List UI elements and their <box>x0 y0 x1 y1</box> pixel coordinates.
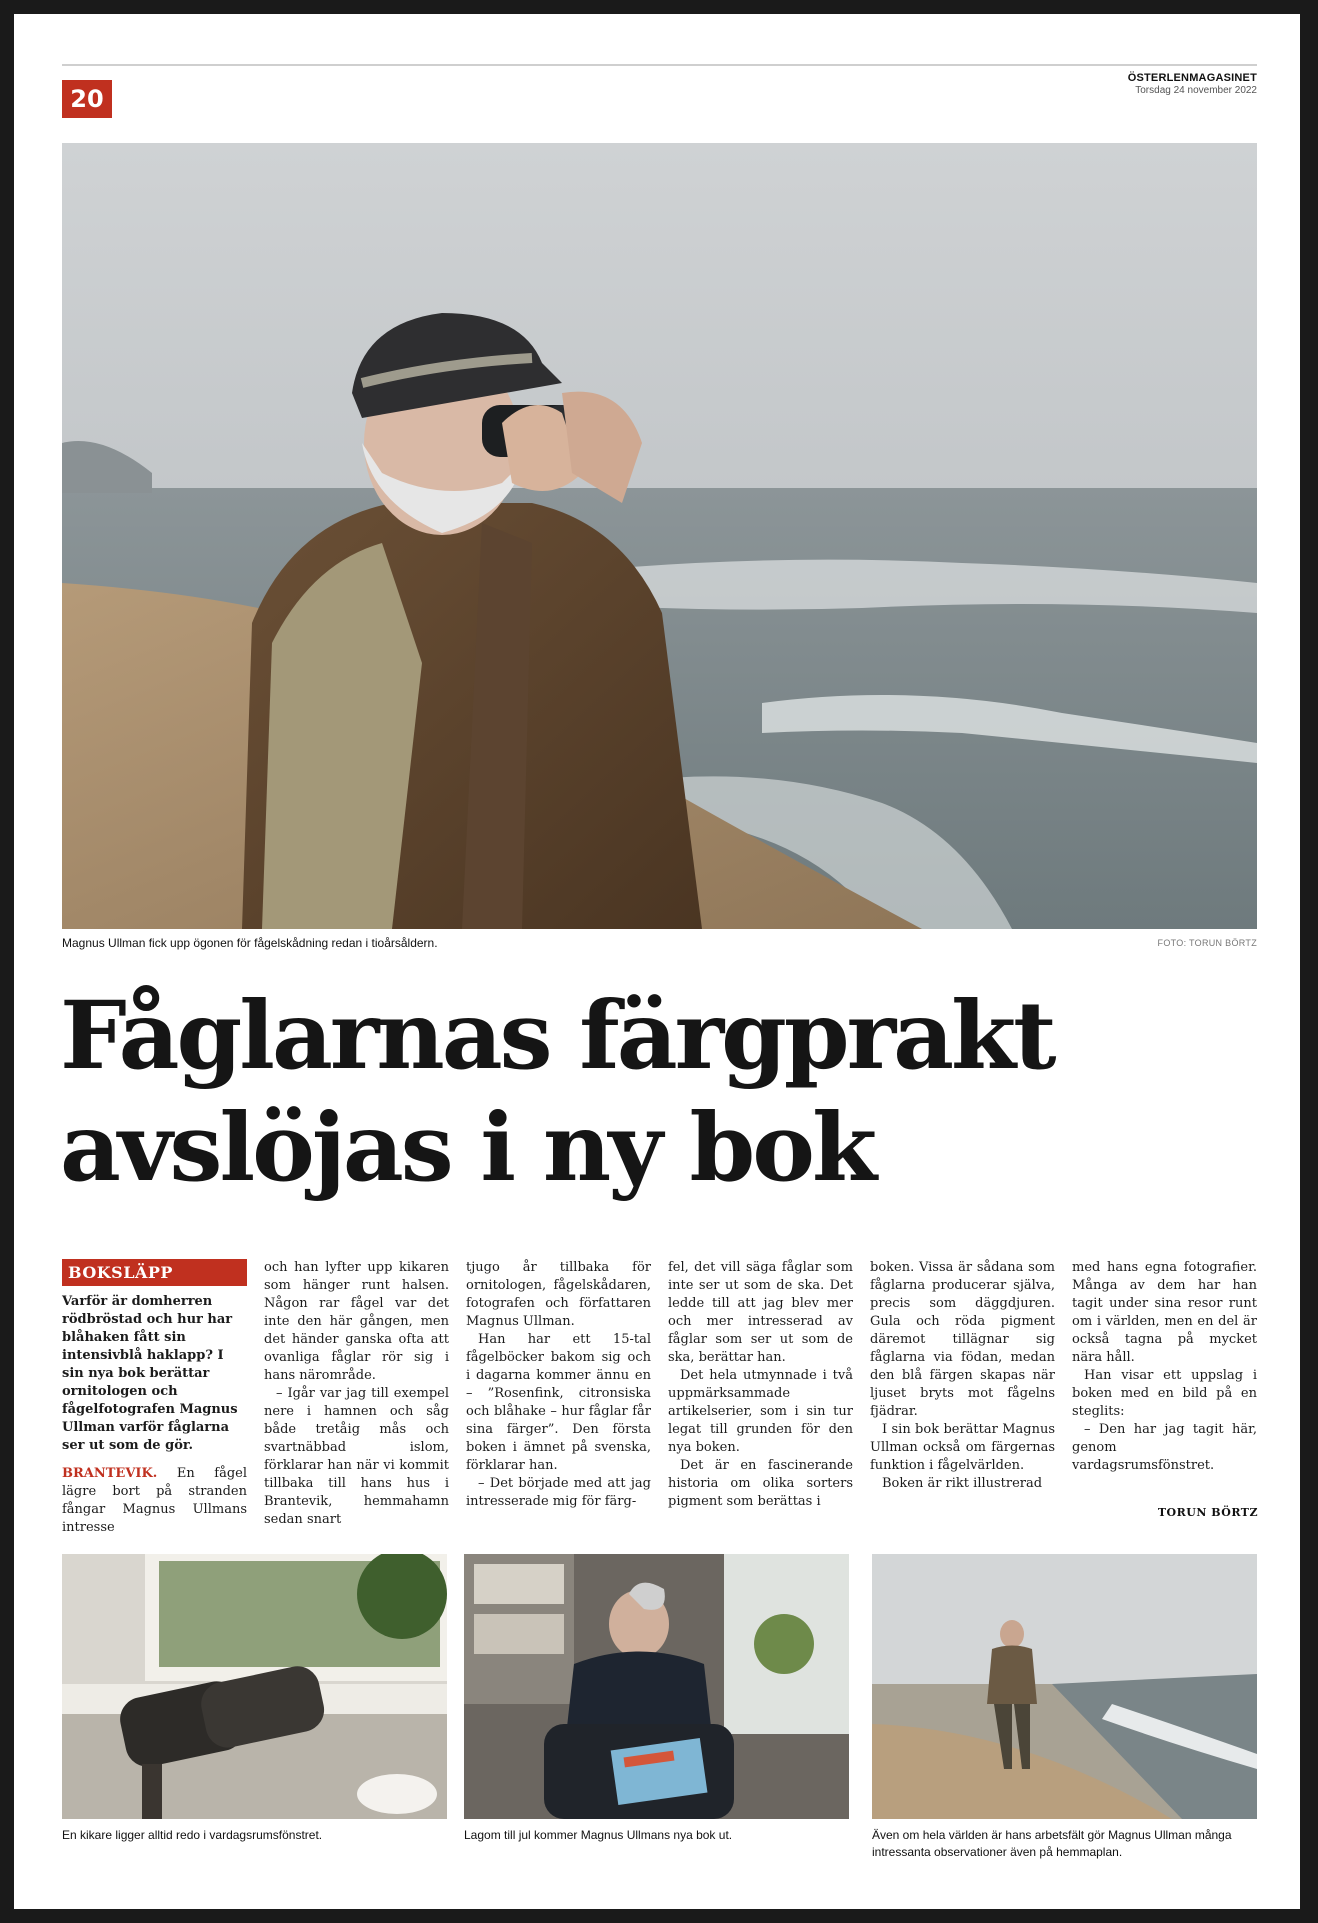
article-ingress: Varför är domherren rödbröstad och hur har blåhaken fått sin intensivblå haklapp? I sin nya bok berättar ornitologen och fågelfotografen Magnus Ullman varför fåglarna ser ut som de gör. <box>62 1294 238 1453</box>
birdwatcher-photo <box>62 143 1257 929</box>
photo-caption-3: Även om hela världen är hans arbetsfält gör Magnus Ullman många intressanta observationer även på hemmaplan. <box>872 1828 1232 1859</box>
section-tag: BOKSLÄPP <box>62 1259 247 1286</box>
photo-credit: FOTO: TORUN BÖRTZ <box>1157 938 1257 948</box>
hero-photo <box>62 143 1257 929</box>
column-paragraph: Han visar ett uppslag i boken med en bild på en steglits: <box>1072 1368 1257 1419</box>
column-paragraph: Det är en fascinerande historia om olika sorters pigment som berättas i <box>668 1458 853 1509</box>
lead-text: En fågel lägre bort på stranden fångar Magnus Ullmans intresse <box>62 1466 247 1535</box>
photo-caption-2: Lagom till jul kommer Magnus Ullmans nya bok ut. <box>464 1828 733 1842</box>
photo-beach-walk <box>872 1554 1257 1819</box>
column-paragraph: med hans egna fotografier. Många av dem har han tagit under sina resor runt om i världen, men en del är också tagna på mycket nära håll. <box>1072 1260 1257 1365</box>
article-column-3 <box>466 1259 651 1511</box>
article-column-6 <box>1072 1259 1257 1475</box>
binoculars-image <box>62 1554 447 1819</box>
beach-walk-image <box>872 1554 1257 1819</box>
page-header <box>62 64 1257 114</box>
column-paragraph: – Det började med att jag intresserade mig för färg- <box>466 1476 651 1509</box>
column-paragraph: Boken är rikt illustrerad <box>882 1476 1043 1491</box>
page-number: 20 <box>62 80 112 118</box>
hero-caption: Magnus Ullman fick upp ögonen för fågelskådning redan i tioårsåldern. <box>62 936 438 950</box>
column-paragraph: – Den har jag tagit här, genom vardagsrumsfönstret. <box>1072 1422 1257 1473</box>
column-paragraph: – Igår var jag till exempel nere i hamnen och såg både tretåig mås och svartnäbbad islom, förklarar han när vi kommit tillbaka till hans hus i Brantevik, hemmahamn sedan snart <box>264 1386 449 1527</box>
column-paragraph: tjugo år tillbaka för ornitologen, fågelskådaren, fotografen och författaren Magnus Ullman. <box>466 1260 651 1329</box>
article-column-4 <box>668 1259 853 1511</box>
publication-masthead <box>1128 72 1257 96</box>
article-column-2 <box>264 1259 449 1529</box>
column-paragraph: fel, det vill säga fåglar som inte ser ut som de ska. Det ledde till att jag blev mer och mer intresserad av fåglar som ser ut som de ska, berättar han. <box>668 1260 853 1365</box>
headline-line-2: avslöjas i ny bok <box>60 1093 875 1203</box>
publication-date: Torsdag 24 november 2022 <box>1135 85 1257 96</box>
armchair-image <box>464 1554 849 1819</box>
column-paragraph: Det hela utmynnade i två uppmärksammade artikelserier, som i sin tur legat till grunden för den nya boken. <box>668 1368 853 1455</box>
article-lead-paragraph <box>62 1465 247 1537</box>
publication-name: ÖSTERLENMAGASINET <box>1127 72 1257 84</box>
article-column-1 <box>62 1259 247 1537</box>
byline: TORUN BÖRTZ <box>1157 1506 1258 1519</box>
dateline: BRANTEVIK. <box>62 1466 158 1481</box>
column-paragraph: I sin bok berättar Magnus Ullman också om färgernas funktion i fågelvärlden. <box>870 1422 1055 1473</box>
article-column-5 <box>870 1259 1055 1493</box>
photo-armchair <box>464 1554 849 1819</box>
headline <box>60 980 1260 1204</box>
newspaper-page <box>14 14 1300 1909</box>
photo-binoculars <box>62 1554 447 1819</box>
column-paragraph: och han lyfter upp kikaren som hänger runt halsen. Någon rar fågel var det inte den här gången, men det händer ganska ofta att ovanliga fåglar rör sig i hans närområde. <box>264 1260 449 1383</box>
column-paragraph: boken. Vissa är sådana som fåglarna producerar själva, precis som däggdjuren. Gula och röda pigment däremot tillägnar sig fåglarna via födan, medan den blå färgen skapas när ljuset bryts mot fågelns fjädrar. <box>870 1260 1055 1419</box>
column-paragraph: Han har ett 15-tal fågelböcker bakom sig och i dagarna kommer ännu en – ”Rosenfink, citronsiska och blåhake – hur fåglar får sina färger”. Den första boken i ämnet på svenska, förklarar han. <box>466 1332 651 1473</box>
headline-line-1: Fåglarnas färgprakt <box>60 981 1054 1091</box>
photo-caption-1: En kikare ligger alltid redo i vardagsrumsfönstret. <box>62 1828 323 1842</box>
